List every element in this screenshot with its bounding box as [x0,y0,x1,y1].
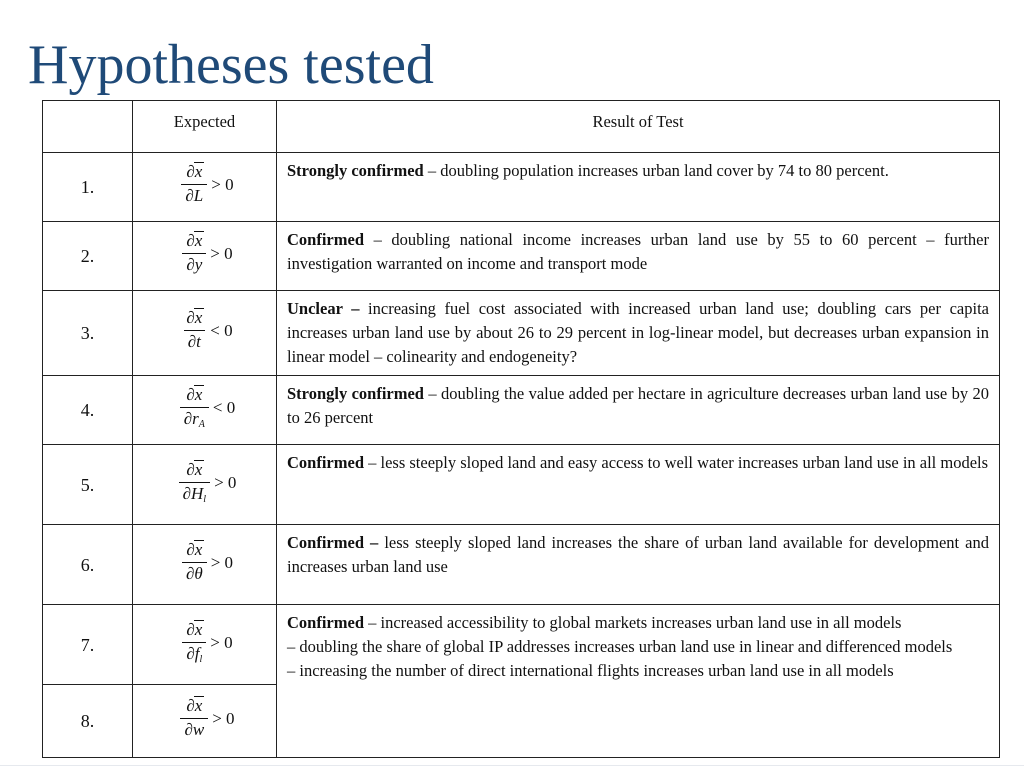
page-title: Hypotheses tested [28,34,434,96]
result-status: Strongly confirmed [287,384,424,403]
inequality: < 0 [212,398,236,417]
result-text: – less steeply sloped land and easy access to well water increases urban land use in all models [364,453,989,472]
partial-derivative: $\frac{\partial x}{\partial y}$ [182,230,206,282]
table-row [43,153,1000,222]
partial-derivative: $\frac{\partial x}{\partial w}$ [180,695,208,747]
result-cell [277,525,1000,605]
footer-divider [0,765,1024,766]
row-number: 3. [43,291,133,376]
hypotheses-table [42,100,1000,758]
partial-derivative: $\frac{\partial x}{\partial H_l}$ [179,459,210,511]
inequality: > 0 [214,472,237,492]
result-text: increasing fuel cost associated with increased urban land use; doubling cars per capita increases urban land use by about 26 to 29 percent in log-linear model, but decreases urban expansion in linear model – colinearity and endogeneity? [287,299,989,366]
result-status: Confirmed [287,613,364,632]
row-number: 2. [43,222,133,291]
table-row [43,525,1000,605]
result-text: – increasing the number of direct international flights increases urban land use in all models [287,661,894,680]
result-cell [277,376,1000,445]
inequality: > 0 [210,552,234,572]
header-result: Result of Test [277,101,1000,153]
expected-expression [133,685,277,758]
inequality: > 0 [211,175,234,194]
result-text: – doubling the share of global IP addresses increases urban land use in linear and differenced models [287,637,953,656]
result-cell [277,605,1000,758]
inequality: < 0 [210,321,233,340]
table-row [43,605,1000,685]
result-cell [277,222,1000,291]
inequality: > 0 [210,632,233,652]
result-text: less steeply sloped land increases the share of urban land available for development and increases urban land use [287,533,989,576]
result-text: – increased accessibility to global markets increases urban land use in all models [364,613,902,632]
table-row [43,376,1000,445]
partial-derivative: $\frac{\partial x}{\partial\theta}$ [182,539,207,591]
row-number: 1. [43,153,133,222]
result-cell [277,291,1000,376]
expected-expression [133,525,277,605]
expected-expression [133,291,277,376]
row-number: 6. [43,525,133,605]
header-blank [43,101,133,153]
expected-expression [133,445,277,525]
partial-derivative: $\frac{\partial x}{\partial L}$ [181,161,207,213]
expected-expression [133,605,277,685]
result-cell [277,153,1000,222]
row-number: 8. [43,685,133,758]
table-row [43,445,1000,525]
table-row [43,291,1000,376]
result-status: Confirmed [287,453,364,472]
table-row [43,222,1000,291]
row-number: 4. [43,376,133,445]
partial-derivative: $\frac{\partial x}{\partial r_A}$ [180,384,209,436]
result-text: – doubling the value added per hectare in agriculture decreases urban land use by 20 to 26 percent [287,384,989,427]
expected-expression [133,153,277,222]
result-status: Confirmed – [287,533,379,552]
table-header-row [43,101,1000,153]
header-expected: Expected [133,101,277,153]
partial-derivative: $\frac{\partial x}{\partial f_l}$ [182,619,206,671]
expected-expression [133,222,277,291]
result-text: – doubling population increases urban land cover by 74 to 80 percent. [423,161,889,180]
result-status: Strongly confirmed [287,161,424,180]
inequality: > 0 [212,709,235,728]
inequality: > 0 [210,244,233,263]
result-text: – doubling national income increases urban land use by 55 to 60 percent – further investigation warranted on income and transport mode [287,230,989,273]
partial-derivative: $\frac{\partial x}{\partial t}$ [182,307,206,359]
result-status: Confirmed [287,230,364,249]
result-cell [277,445,1000,525]
row-number: 7. [43,605,133,685]
expected-expression [133,376,277,445]
row-number: 5. [43,445,133,525]
result-status: Unclear – [287,299,360,318]
